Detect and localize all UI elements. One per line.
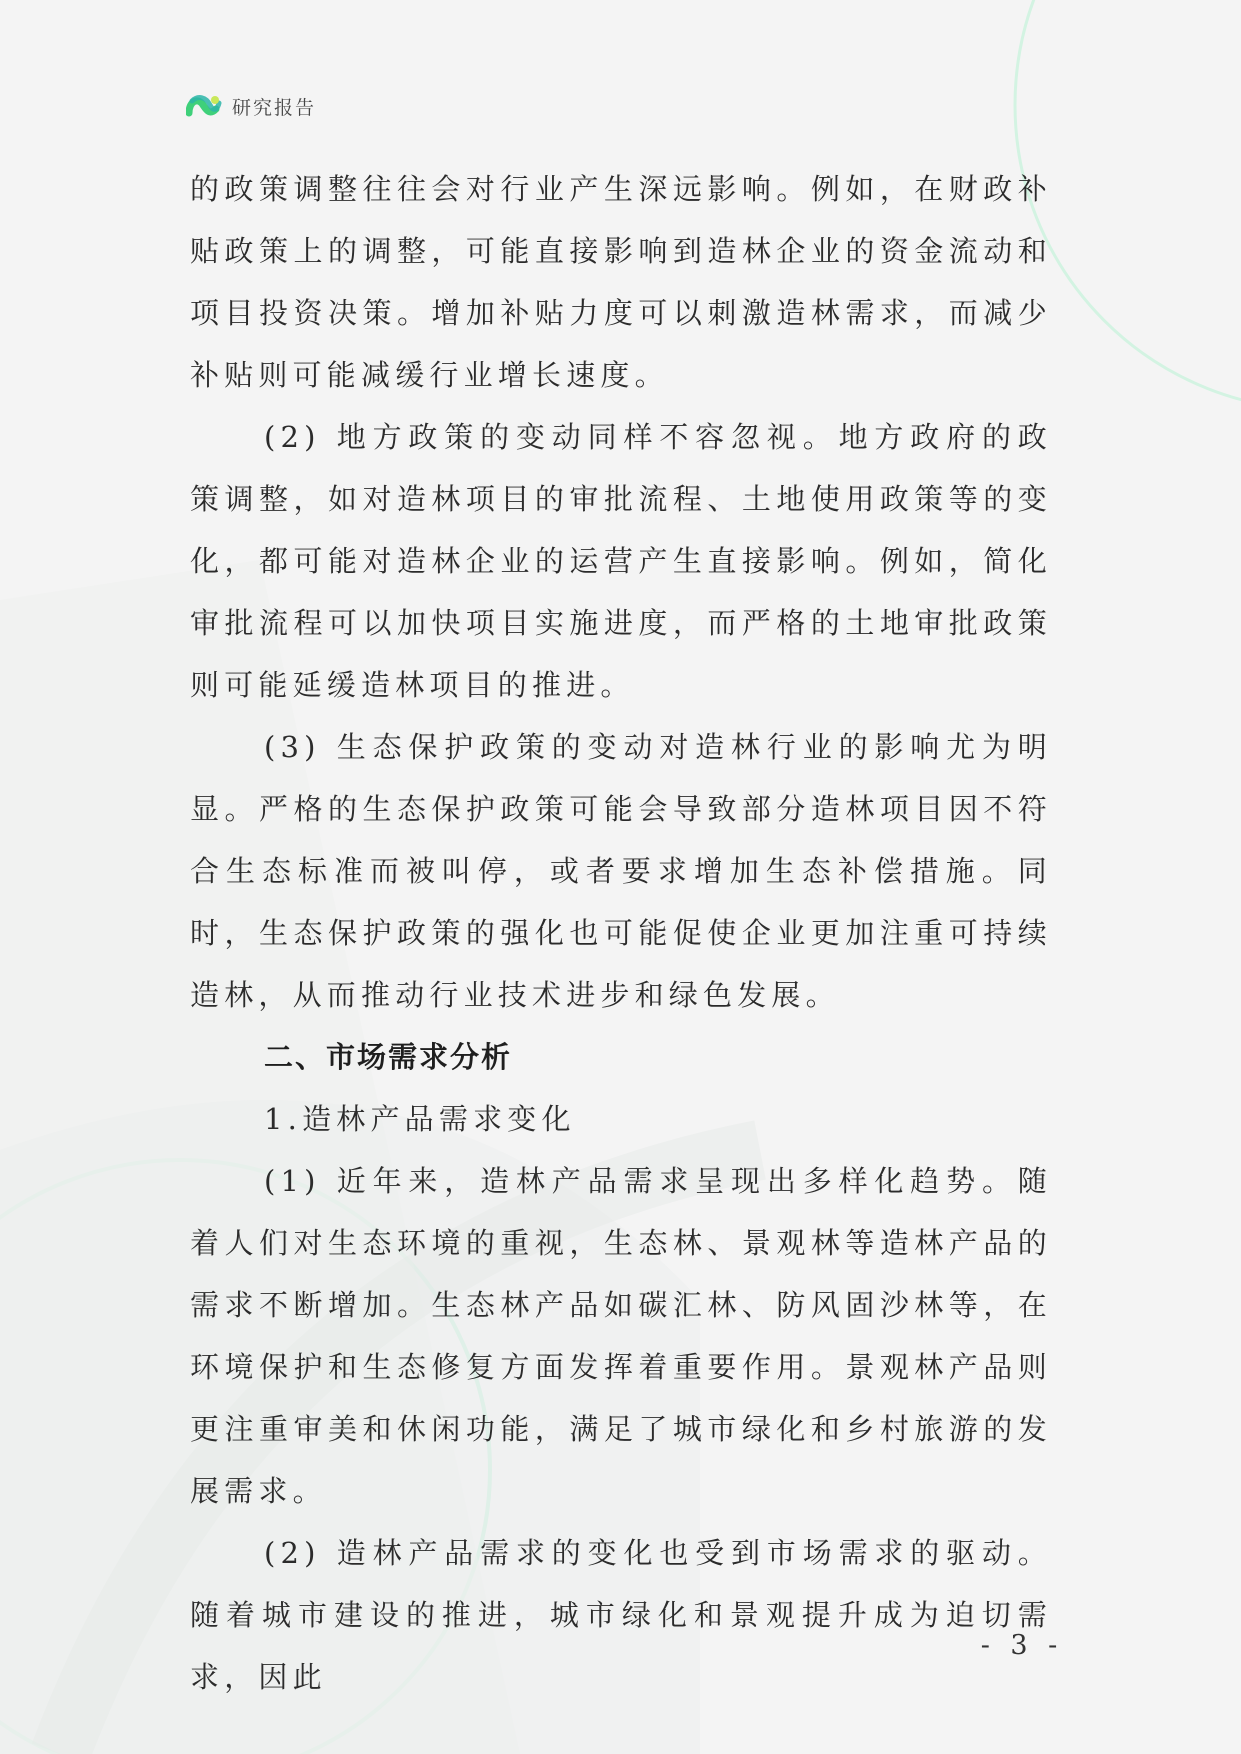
paragraph-5: (2) 造林产品需求的变化也受到市场需求的驱动。随着城市建设的推进，城市绿化和景观提升成为迫切需求，因此 bbox=[190, 1536, 1052, 1694]
paragraph-2: (2) 地方政策的变动同样不容忽视。地方政府的政策调整，如对造林项目的审批流程、土地使用政策等的变化，都可能对造林企业的运营产生直接影响。例如，简化审批流程可以加快项目实施进度，而严格的土地审批政策则可能延缓造林项目的推进。 bbox=[190, 420, 1052, 702]
page-number: - 3 - bbox=[980, 1630, 1064, 1661]
logo-icon bbox=[186, 91, 222, 121]
section-heading: 二、市场需求分析 bbox=[264, 1040, 513, 1074]
body-content bbox=[190, 158, 1052, 1708]
paragraph-1: 的政策调整往往会对行业产生深远影响。例如，在财政补贴政策上的调整，可能直接影响到造林企业的资金流动和项目投资决策。增加补贴力度可以刺激造林需求，而减少补贴则可能减缓行业增长速度。 bbox=[190, 172, 1052, 392]
paragraph-3: (3) 生态保护政策的变动对造林行业的影响尤为明显。严格的生态保护政策可能会导致部分造林项目因不符合生态标准而被叫停，或者要求增加生态补偿措施。同时，生态保护政策的强化也可能促使企业更加注重可持续造林，从而推动行业技术进步和绿色发展。 bbox=[190, 730, 1052, 1012]
page-header bbox=[186, 90, 316, 122]
subsection-heading: 1.造林产品需求变化 bbox=[264, 1102, 576, 1136]
paragraph-4: (1) 近年来，造林产品需求呈现出多样化趋势。随着人们对生态环境的重视，生态林、景观林等造林产品的需求不断增加。生态林产品如碳汇林、防风固沙林等，在环境保护和生态修复方面发挥着重要作用。景观林产品则更注重审美和休闲功能，满足了城市绿化和乡村旅游的发展需求。 bbox=[190, 1164, 1052, 1508]
header-label: 研究报告 bbox=[232, 96, 317, 119]
